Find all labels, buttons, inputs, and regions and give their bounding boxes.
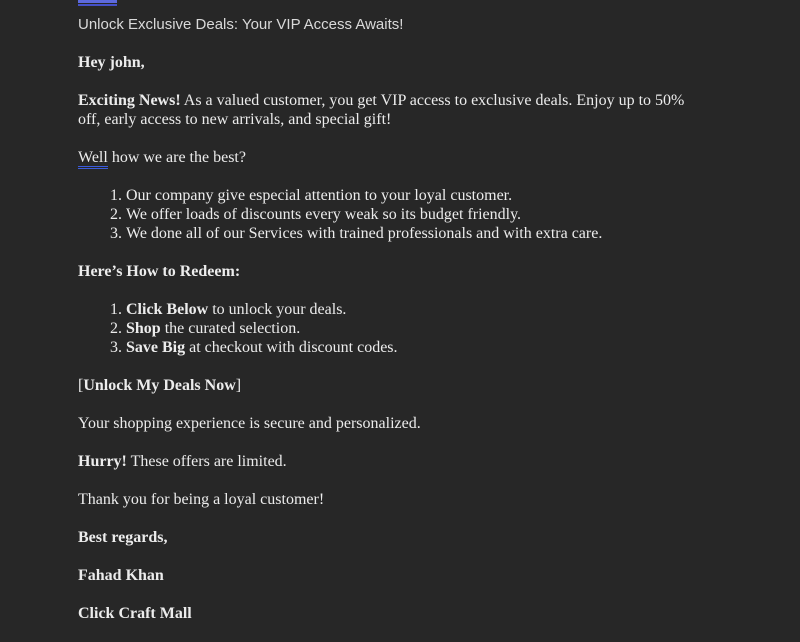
cta-label: Unlock My Deals Now [83, 377, 236, 394]
thanks-text: Thank you for being a loyal customer! [78, 491, 325, 508]
redeem-step-3 [126, 338, 703, 357]
redeem-step-3-rest: at checkout with discount codes. [185, 339, 398, 356]
reason-item-1: 1. Our company give especial attention to your loyal customer. [126, 186, 703, 205]
redeem-step-1-rest: to unlock your deals. [208, 301, 347, 318]
subject-line: Unlock Exclusive Deals: Your VIP Access Awaits! [78, 16, 404, 33]
redeem-steps-list [78, 300, 703, 357]
question-rest: how we are the best? [107, 149, 246, 166]
question-paragraph [78, 148, 703, 167]
intro-rest: As a valued customer, you get VIP access to exclusive deals. Enjoy up to 50% off, early access to new arrivals, and special gift! [78, 92, 685, 128]
reason-item-3: 3. We done all of our Services with trained professionals and with extra care. [126, 224, 703, 243]
intro-bold: Exciting News! [78, 92, 181, 109]
urgency-bold: Hurry! [78, 453, 127, 470]
redeem-step-2-rest: the curated selection. [160, 320, 301, 337]
redeem-step-1-bold: Click Below [126, 301, 209, 318]
email-body [78, 0, 703, 642]
redeem-step-2 [126, 319, 703, 338]
greeting-text: Hey john, [78, 54, 145, 71]
reason-item-2: 2. We offer loads of discounts every weak so its budget friendly. [126, 205, 703, 224]
intro-paragraph [78, 91, 703, 129]
truncated-link-underline [78, 4, 117, 6]
unlock-deals-cta[interactable] [78, 376, 703, 395]
reasons-list [78, 186, 703, 243]
urgency-rest: These offers are limited. [126, 453, 287, 470]
cta-open-bracket: [ [78, 377, 84, 394]
redeem-step-2-bold: Shop [126, 320, 161, 337]
truncated-link-text [78, 0, 117, 3]
redeem-step-1 [126, 300, 703, 319]
signoff-text: Best regards, [78, 529, 168, 546]
grammar-flagged-word: Well [78, 149, 108, 169]
redeem-heading: Here’s How to Redeem: [78, 263, 241, 280]
cta-close-bracket: ] [235, 377, 242, 394]
company-name: Click Craft Mall [78, 605, 192, 622]
urgency-paragraph [78, 452, 703, 471]
truncated-link[interactable] [78, 0, 117, 6]
assurance-text: Your shopping experience is secure and personalized. [78, 415, 421, 432]
redeem-step-3-bold: Save Big [126, 339, 186, 356]
sender-name: Fahad Khan [78, 567, 164, 584]
